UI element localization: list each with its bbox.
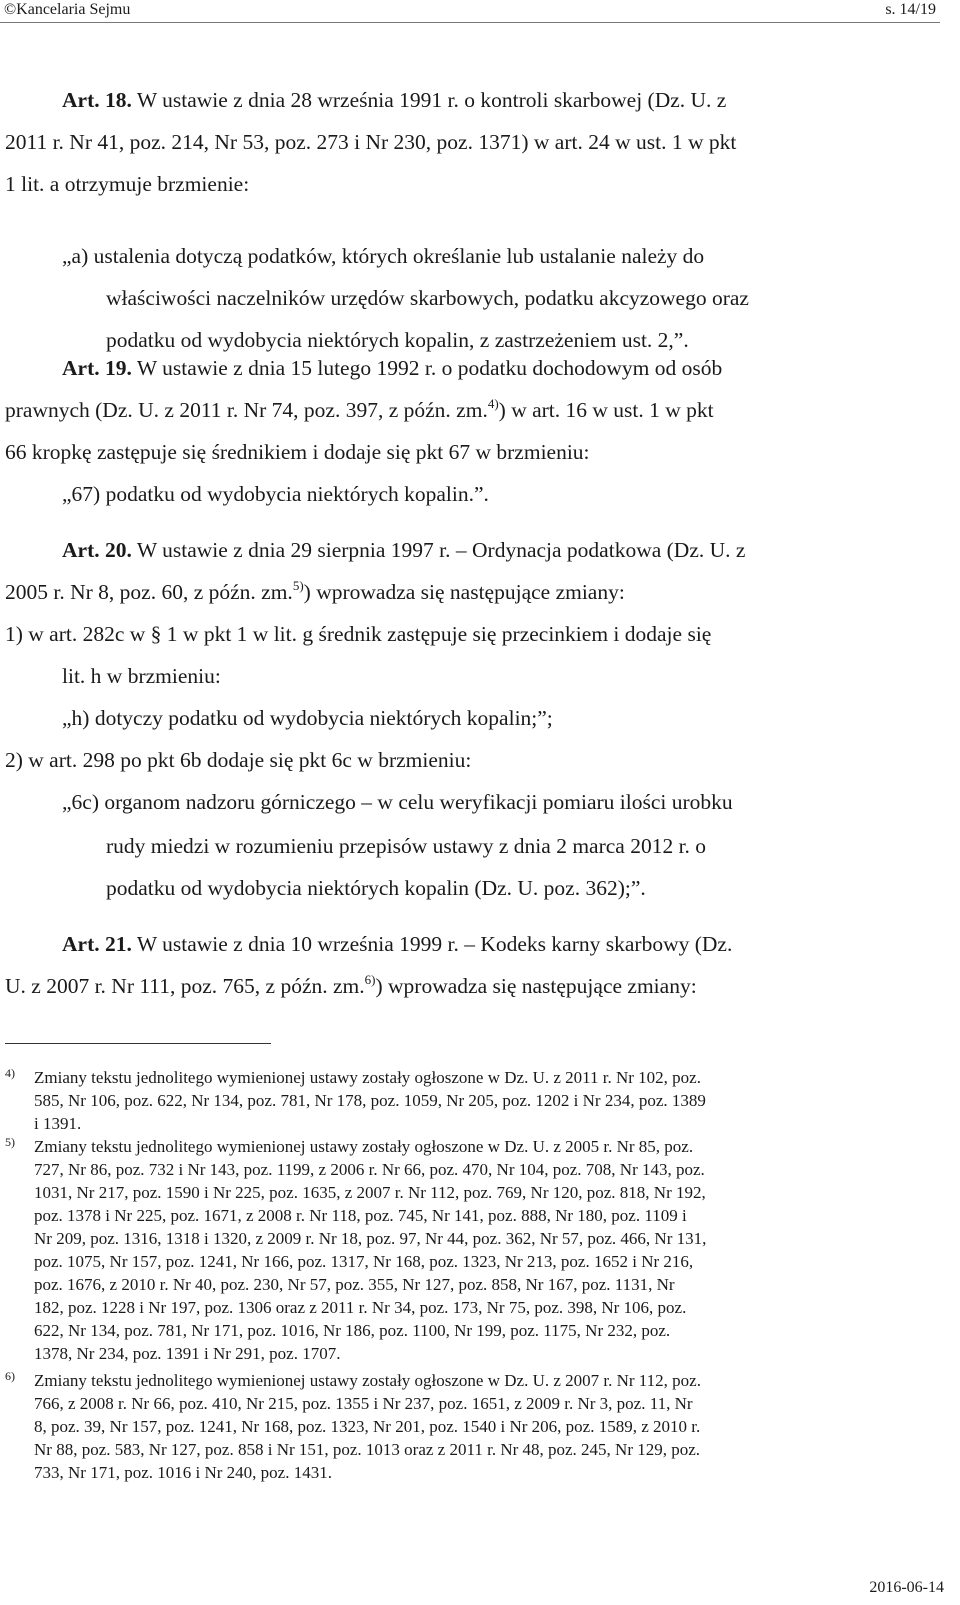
art20-line-1: Art. 20. W ustawie z dnia 29 sierpnia 1997 r. – Ordynacja podatkowa (Dz. U. z xyxy=(62,538,746,562)
art18-line-3: 1 lit. a otrzymuje brzmienie: xyxy=(5,172,250,196)
art19-line-1: Art. 19. W ustawie z dnia 15 lutego 1992 r. o podatku dochodowym od osób xyxy=(62,356,723,380)
art20-point-1-quote: „h) dotyczy podatku od wydobycia niektórych kopalin;”; xyxy=(62,706,553,730)
art19-line-3: 66 kropkę zastępuje się średnikiem i dodaje się pkt 67 w brzmieniu: xyxy=(5,440,590,464)
footnote-line: 622, Nr 134, poz. 781, Nr 171, poz. 1016, Nr 186, poz. 1100, Nr 199, poz. 1175, Nr 232, poz. xyxy=(34,1321,671,1340)
header-divider xyxy=(0,22,940,23)
footnote-line: Nr 88, poz. 583, Nr 127, poz. 858 i Nr 151, poz. 1013 oraz z 2011 r. Nr 48, poz. 245, Nr 129, poz. xyxy=(34,1440,701,1459)
footnote-line: Nr 209, poz. 1316, 1318 i 1320, z 2009 r. Nr 18, poz. 97, Nr 44, poz. 362, Nr 57, poz. 466, Nr 131, xyxy=(34,1229,707,1248)
footnote-ref-6[interactable]: 6) xyxy=(364,972,376,987)
art21-label: Art. 21. xyxy=(62,932,132,956)
footnote-mark: 5) xyxy=(5,1135,15,1149)
art20-point-1-line-1: 1) w art. 282c w § 1 w pkt 1 w lit. g średnik zastępuje się przecinkiem i dodaje się xyxy=(5,622,712,646)
footnote-ref-5[interactable]: 5) xyxy=(292,578,304,593)
art20-line-2: 2005 r. Nr 8, poz. 60, z późn. zm.$^{5)}$) wprowadza się następujące zmiany: xyxy=(5,578,625,604)
footnote-line: 585, Nr 106, poz. 622, Nr 134, poz. 781, Nr 178, poz. 1059, Nr 205, poz. 1202 i Nr 234, poz. 1389 xyxy=(34,1091,706,1110)
art19-label: Art. 19. xyxy=(62,356,132,380)
art20-point-2-line-1: 2) w art. 298 po pkt 6b dodaje się pkt 6c w brzmieniu: xyxy=(5,748,472,772)
footnote-line: poz. 1676, z 2010 r. Nr 40, poz. 230, Nr 57, poz. 355, Nr 127, poz. 858, Nr 167, poz. 1131, Nr xyxy=(34,1275,675,1294)
art20-point-2-quote-line-2: rudy miedzi w rozumieniu przepisów ustawy z dnia 2 marca 2012 r. o xyxy=(106,834,707,858)
header-publisher: ©Kancelaria Sejmu xyxy=(4,1,131,18)
art20-point-1-line-2: lit. h w brzmieniu: xyxy=(62,664,221,688)
footnote-line: 1031, Nr 217, poz. 1590 i Nr 225, poz. 1635, z 2007 r. Nr 112, poz. 769, Nr 120, poz. 818, Nr 192, xyxy=(34,1183,706,1202)
footnote-line: poz. 1075, Nr 157, poz. 1241, Nr 166, poz. 1317, Nr 168, poz. 1323, Nr 213, poz. 1652 i Nr 216, xyxy=(34,1252,694,1271)
footnote-line: i 1391. xyxy=(34,1114,82,1133)
art20-label: Art. 20. xyxy=(62,538,132,562)
art18-line-1: Art. 18. W ustawie z dnia 28 września 1991 r. o kontroli skarbowej (Dz. U. z xyxy=(62,88,727,112)
footnote-line: Zmiany tekstu jednolitego wymienionej ustawy zostały ogłoszone w Dz. U. z 2007 r. Nr 112, poz. xyxy=(34,1371,701,1390)
art18-label: Art. 18. xyxy=(62,88,132,112)
art20-point-2-quote-line-3: podatku od wydobycia niektórych kopalin (Dz. U. poz. 362);”. xyxy=(106,876,646,900)
footnote-line: 733, Nr 171, poz. 1016 i Nr 240, poz. 1431. xyxy=(34,1463,332,1482)
art18-line-2: 2011 r. Nr 41, poz. 214, Nr 53, poz. 273 i Nr 230, poz. 1371) w art. 24 w ust. 1 w pkt xyxy=(5,130,737,154)
footnote-mark: 6) xyxy=(5,1369,15,1383)
footnote-line: 1378, Nr 234, poz. 1391 i Nr 291, poz. 1707. xyxy=(34,1344,341,1363)
footer-date: 2016-06-14 xyxy=(869,1579,944,1596)
page-number: s. 14/19 xyxy=(885,1,936,18)
footnote-separator xyxy=(5,1043,271,1044)
art18-quote-line-3: podatku od wydobycia niektórych kopalin, z zastrzeżeniem ust. 2,”. xyxy=(106,328,689,352)
footnote-line: 8, poz. 39, Nr 157, poz. 1241, Nr 168, poz. 1323, Nr 201, poz. 1540 i Nr 206, poz. 1589, z 2010 r. xyxy=(34,1417,701,1436)
art18-quote-line-1: „a) ustalenia dotyczą podatków, których określanie lub ustalanie należy do xyxy=(62,244,705,268)
footnote-line: poz. 1378 i Nr 225, poz. 1671, z 2008 r. Nr 118, poz. 745, Nr 141, poz. 888, Nr 180, poz. 1109 i xyxy=(34,1206,687,1225)
footnote-line: Zmiany tekstu jednolitego wymienionej ustawy zostały ogłoszone w Dz. U. z 2011 r. Nr 102, poz. xyxy=(34,1068,701,1087)
footnote-ref-4[interactable]: 4) xyxy=(487,396,499,411)
footnote-line: 182, poz. 1228 i Nr 197, poz. 1306 oraz z 2011 r. Nr 34, poz. 173, Nr 75, poz. 398, Nr 106, poz. xyxy=(34,1298,687,1317)
art18-quote-line-2: właściwości naczelników urzędów skarbowych, podatku akcyzowego oraz xyxy=(106,286,749,310)
footnote-mark: 4) xyxy=(5,1066,15,1080)
footnote-line: Zmiany tekstu jednolitego wymienionej ustawy zostały ogłoszone w Dz. U. z 2005 r. Nr 85, poz. xyxy=(34,1137,694,1156)
art21-line-2: U. z 2007 r. Nr 111, poz. 765, z późn. zm.$^{6)}$) wprowadza się następujące zmiany: xyxy=(5,972,697,998)
art19-quote-line-1: „67) podatku od wydobycia niektórych kopalin.”. xyxy=(62,482,489,506)
art21-line-1: Art. 21. W ustawie z dnia 10 września 1999 r. – Kodeks karny skarbowy (Dz. xyxy=(62,932,733,956)
art20-point-2-quote-line-1: „6c) organom nadzoru górniczego – w celu weryfikacji pomiaru ilości urobku xyxy=(62,790,733,814)
art19-line-2: prawnych (Dz. U. z 2011 r. Nr 74, poz. 397, z późn. zm.$^{4)}$) w art. 16 w ust. 1 w pkt xyxy=(5,396,714,422)
footnote-line: 766, z 2008 r. Nr 66, poz. 410, Nr 215, poz. 1355 i Nr 237, poz. 1651, z 2009 r. Nr 3, poz. 11, Nr xyxy=(34,1394,693,1413)
footnote-line: 727, Nr 86, poz. 732 i Nr 143, poz. 1199, z 2006 r. Nr 66, poz. 470, Nr 104, poz. 708, Nr 143, poz. xyxy=(34,1160,705,1179)
